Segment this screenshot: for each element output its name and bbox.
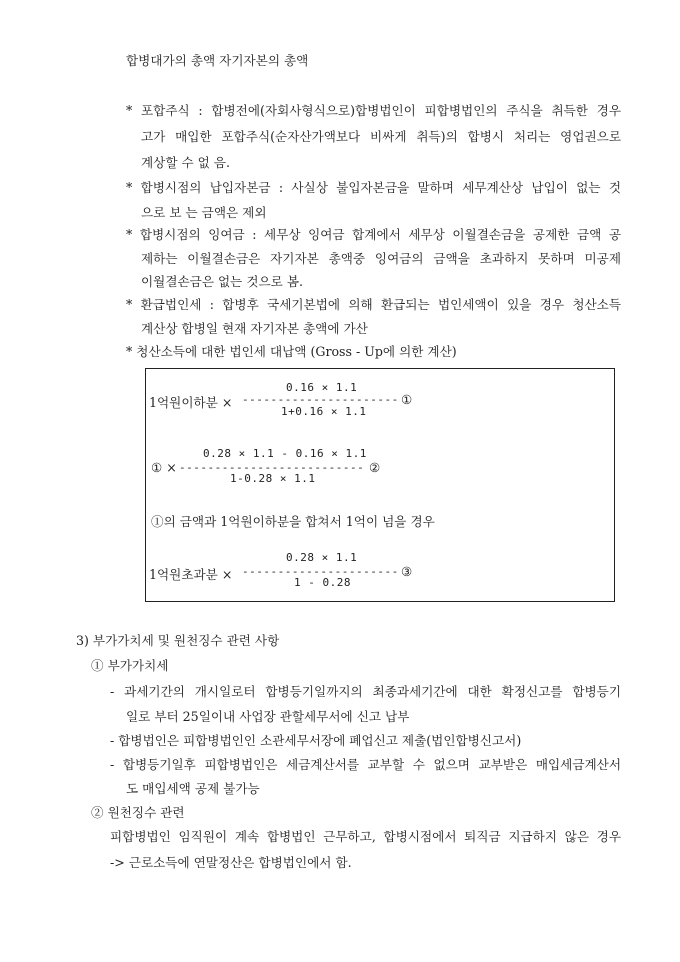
formula-3-numerator: 0.28 × 1.1	[286, 551, 358, 564]
formula-2-fraction-bar: --------------------------	[179, 461, 365, 474]
formula-2-label: ① ×	[151, 460, 177, 475]
bullet-surplus-line-2: 제하는 이월결손금은 자기자본 총액중 잉여금의 금액을 초과하지 못하며 미공제	[141, 251, 621, 266]
formula-3-label: 1억원초과분 ×	[149, 567, 233, 582]
formula-1-numerator: 0.16 × 1.1	[286, 381, 358, 394]
withholding-subheading: ② 원천징수 관련	[91, 805, 185, 820]
formula-3-fraction-bar: ----------------------	[242, 565, 399, 578]
bullet-paid-in-capital-line-1: * 합병시점의 납입자본금 : 사실상 불입자본금을 말하며 세무계산상 납입이 없는 것	[126, 180, 621, 195]
formula-box	[145, 368, 615, 602]
formula-2-marker: ②	[369, 460, 381, 475]
withholding-line-2: -> 근로소득에 연말정산은 합병법인에서 함.	[110, 855, 352, 870]
bullet-refund-tax-line-1: * 환급법인세 : 합병후 국세기본법에 의해 환급되는 법인세액이 있을 경우 청산소득	[126, 297, 621, 312]
formula-1-denominator: 1+0.16 × 1.1	[281, 405, 367, 418]
formula-3-marker: ③	[401, 564, 413, 579]
bullet-merger-shares-line-1: * 포합주식 : 합병전에(자회사형식으로)합병법인이 피합병법인의 주식을 취득한 경우	[126, 103, 621, 118]
vat-item-1-line-1: - 과세기간의 개시일로터 합병등기일까지의 최종과세기간에 대한 확정신고를 합병등기	[110, 684, 621, 699]
bullet-gross-up: * 청산소득에 대한 법인세 대납액 (Gross - Up에 의한 계산)	[126, 344, 457, 359]
formula-2-denominator: 1-0.28 × 1.1	[230, 472, 316, 485]
vat-item-3-line-1: - 합병등기일후 피합병법인은 세금계산서를 교부할 수 없으며 교부받은 매입세금계산서	[110, 757, 621, 772]
bullet-surplus-line-3: 이월결손금은 없는 것으로 봄.	[141, 274, 303, 289]
bullet-refund-tax-line-2: 계산상 합병일 현재 자기자본 총액에 가산	[141, 321, 368, 336]
formula-1-fraction-bar: ----------------------	[242, 393, 399, 406]
vat-item-3-line-2: 도 매입세액 공제 불가능	[126, 781, 260, 796]
bullet-paid-in-capital-line-2: 으로 보 는 금액은 제외	[141, 205, 267, 220]
vat-item-2: - 합병법인은 피합병법인인 소관세무서장에 폐업신고 제출(법인합병신고서)	[110, 733, 522, 748]
intro-heading: 합병대가의 총액 자기자본의 총액	[126, 53, 309, 68]
formula-1-marker: ①	[401, 392, 413, 407]
withholding-line-1: 피합병법인 임직원이 계속 합병법인 근무하고, 합병시점에서 퇴직금 지급하지 않은 경우	[110, 829, 621, 844]
formula-note: ①의 금액과 1억원이하분을 합쳐서 1억이 넘을 경우	[151, 514, 435, 529]
bullet-merger-shares-line-2: 고가 매입한 포합주식(순자산가액보다 비싸게 취득)의 합병시 처리는 영업권으로	[141, 129, 621, 144]
bullet-merger-shares-line-3: 계상할 수 없 음.	[141, 155, 231, 170]
bullet-surplus-line-1: * 합병시점의 잉여금 : 세무상 잉여금 합계에서 세무상 이월결손금을 공제한 금액 공	[126, 227, 621, 242]
vat-item-1-line-2: 일로 부터 25일이내 사업장 관할세무서에 신고 납부	[126, 709, 410, 724]
formula-2-numerator: 0.28 × 1.1 - 0.16 × 1.1	[203, 447, 367, 460]
formula-3-denominator: 1 - 0.28	[294, 576, 351, 589]
section-3-heading: 3) 부가가치세 및 원천징수 관련 사항	[76, 633, 280, 648]
formula-1-label: 1억원이하분 ×	[149, 395, 233, 410]
vat-subheading: ① 부가가치세	[91, 658, 169, 673]
